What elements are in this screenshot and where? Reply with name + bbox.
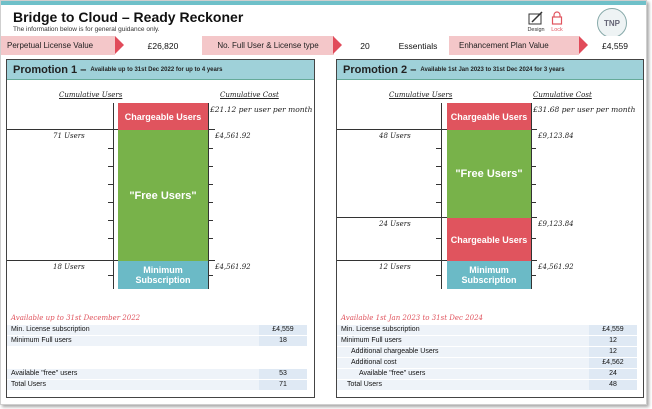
row-value: £4,562 <box>589 358 637 368</box>
row-value: 48 <box>589 380 637 390</box>
design-button[interactable] <box>525 11 547 36</box>
axis-tick <box>436 184 441 185</box>
promotion-2-header <box>337 60 643 80</box>
full-user-count[interactable]: 20 <box>345 36 385 55</box>
lock-icon <box>550 11 564 25</box>
axis-tick <box>436 202 441 203</box>
users-top-label: 48 Users <box>379 132 411 140</box>
axis-tick <box>208 148 213 149</box>
row-label: Available "free" users <box>359 370 426 377</box>
top-accent-bar <box>1 1 646 5</box>
perpetual-license-value[interactable]: £26,820 <box>126 36 200 55</box>
axis-tick <box>108 220 113 221</box>
row-value: 12 <box>589 336 637 346</box>
cost-axis <box>531 103 532 289</box>
row-value: £4,559 <box>259 325 307 335</box>
axis-tick <box>208 238 213 239</box>
axis-tick <box>208 202 213 203</box>
axis-tick <box>108 148 113 149</box>
axis-tick <box>108 238 113 239</box>
row-value: £4,559 <box>589 325 637 335</box>
promotion-2-panel <box>336 59 644 398</box>
promotion-1-panel <box>6 59 315 398</box>
enhancement-plan-label: Enhancement Plan Value <box>449 36 579 55</box>
axis-tick <box>531 238 536 239</box>
minimum-subscription-segment: Minimum Subscription <box>447 261 531 289</box>
cost-axis <box>208 103 209 289</box>
chargeable-users-segment: Chargeable Users <box>118 103 208 130</box>
free-users-segment: "Free Users" <box>118 130 208 261</box>
availability-note: Available up to 31st December 2022 <box>11 314 141 322</box>
axis-tick <box>108 275 113 276</box>
cost-min-label: £4,561.92 <box>538 263 574 271</box>
cumulative-users-label: Cumulative Users <box>59 91 123 99</box>
design-label: Design <box>527 27 545 33</box>
table-row <box>7 380 307 390</box>
row-value: 18 <box>259 336 307 346</box>
axis-tick <box>531 202 536 203</box>
users-top-label: 71 Users <box>53 132 85 140</box>
axis-tick <box>208 275 213 276</box>
availability-note: Available 1st Jan 2023 to 31st Dec 2024 <box>341 314 483 322</box>
users-mid-label: 24 Users <box>379 220 411 228</box>
axis-tick <box>436 166 441 167</box>
promotion-1-header <box>7 60 314 80</box>
promotion-1-desc: Available up to 31st Dec 2022 for up to 4 years <box>90 66 223 73</box>
cost-top-label: £4,561.92 <box>215 132 251 140</box>
row-value: 24 <box>589 369 637 379</box>
axis-tick <box>531 184 536 185</box>
row-label: Minimum Full users <box>341 337 402 344</box>
row-label: Min. License subscription <box>341 326 420 333</box>
table-row <box>7 336 307 346</box>
rate-label: £21.12 per user per month <box>210 105 313 114</box>
license-type[interactable]: Essentials <box>389 36 447 55</box>
company-logo: TNP <box>597 8 627 38</box>
arrow-icon <box>579 36 588 54</box>
row-label: Additional chargeable Users <box>351 348 439 355</box>
table-row <box>337 369 637 379</box>
arrow-icon <box>333 36 342 54</box>
design-icon <box>528 11 544 25</box>
row-value: 53 <box>259 369 307 379</box>
lock-label: Lock <box>551 27 563 33</box>
row-label: Total Users <box>11 381 47 388</box>
table-row <box>337 347 637 357</box>
full-user-label: No. Full User & License type <box>202 36 334 55</box>
axis-tick <box>208 166 213 167</box>
axis-tick <box>436 148 441 149</box>
axis-tick <box>208 184 213 185</box>
perpetual-license-label: Perpetual License Value <box>1 36 115 55</box>
row-label: Additional cost <box>351 359 397 366</box>
row-value: 12 <box>589 347 637 357</box>
table-row <box>337 380 637 390</box>
users-axis <box>113 103 114 289</box>
arrow-icon <box>115 36 124 54</box>
page-subtitle: The information below is for general guidance only. <box>13 26 160 33</box>
axis-tick <box>108 166 113 167</box>
promotion-2-title: Promotion 2 – <box>343 63 417 76</box>
page-title: Bridge to Cloud – Ready Reckoner <box>13 9 244 25</box>
table-row <box>7 325 307 335</box>
users-axis <box>441 103 442 289</box>
axis-tick <box>531 166 536 167</box>
cost-top-label: £9,123.84 <box>538 132 574 140</box>
chargeable-users-mid-segment: Chargeable Users <box>447 218 531 261</box>
table-row <box>337 336 637 346</box>
axis-tick <box>436 275 441 276</box>
table-row <box>7 369 307 379</box>
row-label: Total Users <box>347 381 383 388</box>
axis-tick <box>208 220 213 221</box>
row-label: Min. License subscription <box>11 326 90 333</box>
chargeable-users-top-segment: Chargeable Users <box>447 103 531 130</box>
row-label: Minimum Full users <box>11 337 72 344</box>
axis-tick <box>108 202 113 203</box>
promotion-1-title: Promotion 1 – <box>13 63 87 76</box>
cumulative-cost-label: Cumulative Cost <box>533 91 592 99</box>
row-value: 71 <box>259 380 307 390</box>
users-min-label: 18 Users <box>53 263 85 271</box>
cost-min-label: £4,561.92 <box>215 263 251 271</box>
row-label: Available "free" users <box>11 370 78 377</box>
cost-mid-label: £9,123.84 <box>538 220 574 228</box>
free-users-segment: "Free Users" <box>447 130 531 218</box>
axis-tick <box>436 238 441 239</box>
cumulative-cost-label: Cumulative Cost <box>220 91 279 99</box>
rate-label: £31.68 per user per month <box>533 105 636 114</box>
table-row <box>337 325 637 335</box>
axis-tick <box>531 148 536 149</box>
minimum-subscription-segment: Minimum Subscription <box>118 261 208 289</box>
axis-tick <box>108 184 113 185</box>
users-min-label: 12 Users <box>379 263 411 271</box>
lock-button[interactable] <box>546 11 568 36</box>
enhancement-plan-value[interactable]: £4,559 <box>590 36 640 55</box>
promotion-2-desc: Available 1st Jan 2023 to 31st Dec 2024 for 3 years <box>420 66 565 73</box>
axis-tick <box>531 275 536 276</box>
cumulative-users-label: Cumulative Users <box>389 91 453 99</box>
table-row <box>337 358 637 368</box>
